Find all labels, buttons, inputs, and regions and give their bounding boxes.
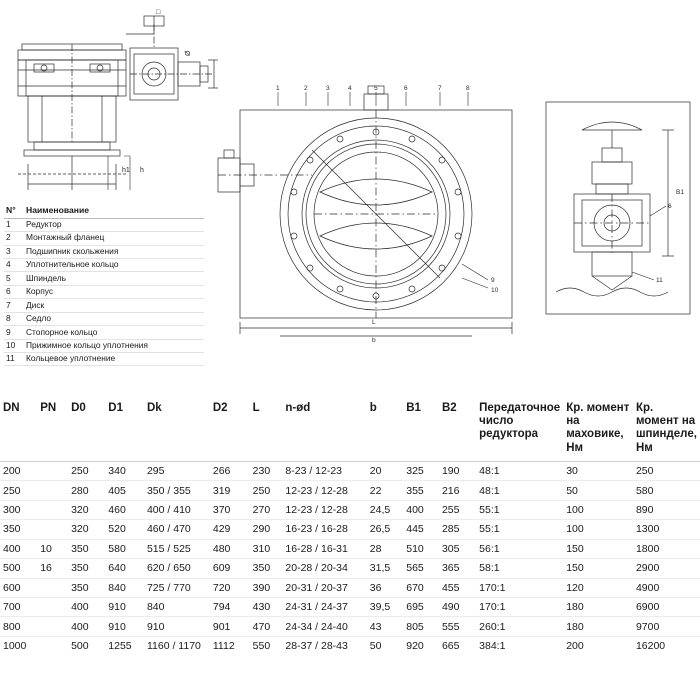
cell-pn [37, 636, 68, 655]
cell-dk: 910 [144, 617, 210, 636]
legend-name: Редуктор [24, 218, 204, 231]
col-b2: B2 [439, 398, 476, 461]
svg-text:7: 7 [438, 85, 442, 92]
legend-name: Диск [24, 299, 204, 312]
legend-number: 3 [4, 245, 24, 258]
cell-dn: 800 [0, 617, 37, 636]
cell-d1: 460 [105, 500, 144, 519]
specification-table-wrapper [0, 398, 700, 655]
cell-pn [37, 578, 68, 597]
cell-dn: 1000 [3, 640, 27, 652]
col-dk: Dk [144, 398, 210, 461]
cell-torque-stem: 250 [633, 461, 700, 480]
legend-number: 1 [4, 218, 24, 231]
cell-ratio: 384:1 [479, 640, 506, 652]
table-row [0, 636, 700, 655]
cell-ratio: 58:1 [476, 559, 563, 578]
cell-dn: 350 [0, 520, 37, 539]
cell-d2: 319 [210, 481, 250, 500]
legend-col-name: Наименование [24, 205, 204, 218]
cell-torque-handwheel: 100 [563, 520, 633, 539]
cell-b: 43 [367, 617, 403, 636]
cell-d0: 320 [68, 520, 105, 539]
cell-dn: 300 [0, 500, 37, 519]
cell-ratio: 56:1 [476, 539, 563, 558]
cell-dk: 460 / 470 [144, 520, 210, 539]
list-item [4, 299, 204, 312]
cell-d2: 720 [210, 578, 250, 597]
cell-l: 550 [252, 640, 271, 652]
cell-dn: 400 [0, 539, 37, 558]
cell-ratio: 55:1 [476, 520, 563, 539]
cell-dk: 840 [144, 597, 210, 616]
cell-pn [37, 617, 68, 636]
cell-pn [37, 520, 68, 539]
cell-l: 430 [250, 597, 283, 616]
cell-torque-handwheel: 180 [563, 617, 633, 636]
list-item [4, 312, 204, 325]
cell-dn: 700 [0, 597, 37, 616]
legend-name: Монтажный фланец [24, 232, 204, 245]
dim-label-right: Ø [185, 50, 192, 56]
legend-col-number: N° [4, 205, 24, 218]
table-row [0, 597, 700, 616]
cell-dk: 620 / 650 [144, 559, 210, 578]
cell-nod: 12-23 / 12-28 [282, 481, 366, 500]
cell-b: 36 [367, 578, 403, 597]
cell-d2: 901 [210, 617, 250, 636]
cell-torque-stem: 2900 [633, 559, 700, 578]
cell-l: 230 [250, 461, 283, 480]
table-row [0, 617, 700, 636]
cell-d1: 340 [105, 461, 144, 480]
legend-number: 10 [4, 339, 24, 352]
cell-dn: 600 [0, 578, 37, 597]
cell-torque-stem: 580 [633, 481, 700, 500]
cell-ratio: 55:1 [476, 500, 563, 519]
cell-l: 250 [250, 481, 283, 500]
cell-b1: 670 [403, 578, 439, 597]
cell-torque-stem: 890 [633, 500, 700, 519]
cell-nod: 12-23 / 12-28 [282, 500, 366, 519]
svg-text:3: 3 [326, 85, 330, 92]
list-item [4, 232, 204, 245]
svg-text:11: 11 [656, 277, 663, 284]
col-d2: D2 [210, 398, 250, 461]
dim-label-h1: h1 [122, 167, 130, 174]
cell-b2: 305 [439, 539, 476, 558]
cell-l: 470 [250, 617, 283, 636]
svg-text:9: 9 [491, 277, 495, 284]
cell-nod: 28-37 / 28-43 [285, 640, 348, 652]
table-row [0, 500, 700, 519]
cell-d2: 609 [210, 559, 250, 578]
cell-pn: 10 [37, 539, 68, 558]
cell-ratio: 48:1 [476, 481, 563, 500]
cell-torque-handwheel: 120 [563, 578, 633, 597]
svg-text:b: b [372, 337, 376, 344]
cell-dn: 500 [0, 559, 37, 578]
legend-name: Подшипник скольжения [24, 245, 204, 258]
dim-label-h: h [140, 167, 144, 174]
cell-b: 31,5 [367, 559, 403, 578]
cell-l: 350 [250, 559, 283, 578]
parts-legend-table [4, 205, 204, 366]
svg-text:5: 5 [374, 85, 378, 92]
cell-d1: 580 [105, 539, 144, 558]
cell-pn: 16 [37, 559, 68, 578]
cell-torque-stem: 6900 [633, 597, 700, 616]
svg-text:6: 6 [668, 203, 672, 210]
cell-ratio: 48:1 [476, 461, 563, 480]
svg-text:10: 10 [491, 287, 499, 294]
cell-b2: 216 [439, 481, 476, 500]
cell-l: 390 [250, 578, 283, 597]
cell-dk: 350 / 355 [144, 481, 210, 500]
cell-b1: 920 [406, 640, 424, 652]
legend-name: Корпус [24, 285, 204, 298]
col-l: L [250, 398, 283, 461]
cell-d1: 640 [105, 559, 144, 578]
cell-b1: 355 [403, 481, 439, 500]
cell-dk: 725 / 770 [144, 578, 210, 597]
cell-torque-handwheel: 100 [563, 500, 633, 519]
list-item [4, 245, 204, 258]
parts-legend-header-row [4, 205, 204, 218]
table-row [0, 481, 700, 500]
cell-l: 310 [250, 539, 283, 558]
drawing-valve-front-view [216, 85, 536, 344]
legend-number: 2 [4, 232, 24, 245]
cell-dk: 295 [144, 461, 210, 480]
cell-dk: 515 / 525 [144, 539, 210, 558]
svg-text:L: L [372, 319, 376, 326]
cell-dk: 400 / 410 [144, 500, 210, 519]
cell-torque-handwheel: 30 [563, 461, 633, 480]
cell-torque-handwheel: 200 [566, 640, 584, 652]
cell-b1: 400 [403, 500, 439, 519]
cell-nod: 20-31 / 20-37 [282, 578, 366, 597]
svg-text:1: 1 [276, 85, 280, 92]
cell-b1: 510 [403, 539, 439, 558]
legend-number: 8 [4, 312, 24, 325]
cell-b2: 455 [439, 578, 476, 597]
legend-name: Шпиндель [24, 272, 204, 285]
list-item [4, 218, 204, 231]
col-nod: n-ød [282, 398, 366, 461]
col-dn: DN [0, 398, 37, 461]
cell-nod: 16-23 / 16-28 [282, 520, 366, 539]
svg-text:4: 4 [348, 85, 352, 92]
spec-header-row [0, 398, 700, 461]
legend-number: 9 [4, 326, 24, 339]
cell-nod: 24-31 / 24-37 [282, 597, 366, 616]
cell-b2: 190 [439, 461, 476, 480]
table-row [0, 578, 700, 597]
cell-torque-handwheel: 150 [563, 559, 633, 578]
cell-d2: 480 [210, 539, 250, 558]
legend-name: Уплотнительное кольцо [24, 258, 204, 271]
cell-d2: 370 [210, 500, 250, 519]
cell-dn: 250 [0, 481, 37, 500]
cell-b2: 285 [439, 520, 476, 539]
cell-d0: 320 [68, 500, 105, 519]
cell-l: 270 [250, 500, 283, 519]
cell-torque-handwheel: 180 [563, 597, 633, 616]
table-row [0, 559, 700, 578]
legend-name: Седло [24, 312, 204, 325]
cell-b: 22 [367, 481, 403, 500]
list-item [4, 339, 204, 352]
cell-ratio: 170:1 [476, 578, 563, 597]
cell-d0: 250 [68, 461, 105, 480]
cell-d2: 794 [210, 597, 250, 616]
cell-torque-stem: 16200 [635, 640, 666, 652]
cell-d1: 1255 [108, 640, 132, 652]
cell-b1: 565 [403, 559, 439, 578]
cell-b2: 365 [439, 559, 476, 578]
legend-name: Прижимное кольцо уплотнения [24, 339, 204, 352]
table-row [0, 539, 700, 558]
specification-table [0, 398, 700, 655]
list-item [4, 326, 204, 339]
cell-b: 28 [367, 539, 403, 558]
list-item [4, 258, 204, 271]
col-d0: D0 [68, 398, 105, 461]
cell-d2: 429 [210, 520, 250, 539]
cell-nod: 24-34 / 24-40 [282, 617, 366, 636]
col-stem-torque: Кр. момент на шпинделе, Нм [633, 398, 700, 461]
cell-d1: 910 [105, 617, 144, 636]
dim-label-top: □ [156, 9, 161, 16]
cell-b2: 665 [441, 640, 460, 652]
cell-pn [37, 597, 68, 616]
cell-b1: 805 [403, 617, 439, 636]
svg-text:2: 2 [304, 85, 308, 92]
cell-nod: 8-23 / 12-23 [282, 461, 366, 480]
cell-b2: 490 [439, 597, 476, 616]
cell-b2: 255 [439, 500, 476, 519]
cell-ratio: 260:1 [476, 617, 563, 636]
table-row [0, 520, 700, 539]
cell-b2: 555 [439, 617, 476, 636]
cell-b: 39,5 [367, 597, 403, 616]
drawing-valve-section-view [540, 96, 696, 326]
cell-b1: 445 [403, 520, 439, 539]
cell-d0: 400 [68, 597, 105, 616]
cell-torque-stem: 9700 [633, 617, 700, 636]
cell-torque-stem: 4900 [633, 578, 700, 597]
col-b: b [367, 398, 403, 461]
cell-b: 20 [367, 461, 403, 480]
cell-nod: 16-28 / 16-31 [282, 539, 366, 558]
list-item [4, 285, 204, 298]
table-row [0, 461, 700, 480]
cell-b: 50 [369, 640, 382, 652]
cell-ratio: 170:1 [476, 597, 563, 616]
cell-b1: 325 [403, 461, 439, 480]
cell-d1: 910 [105, 597, 144, 616]
legend-name: Стопорное кольцо [24, 326, 204, 339]
legend-number: 7 [4, 299, 24, 312]
col-pn: PN [37, 398, 68, 461]
cell-d0: 280 [68, 481, 105, 500]
cell-b1: 695 [403, 597, 439, 616]
svg-text:8: 8 [466, 85, 470, 92]
legend-number: 6 [4, 285, 24, 298]
cell-b: 24,5 [367, 500, 403, 519]
cell-torque-stem: 1800 [633, 539, 700, 558]
svg-text:B1: B1 [676, 189, 684, 196]
cell-b: 26,5 [367, 520, 403, 539]
cell-torque-handwheel: 150 [563, 539, 633, 558]
cell-d2: 266 [210, 461, 250, 480]
list-item [4, 353, 204, 366]
cell-pn [37, 461, 68, 480]
cell-dn: 200 [0, 461, 37, 480]
cell-d0: 500 [71, 640, 89, 652]
legend-name: Кольцевое уплотнение [24, 353, 204, 366]
cell-l: 290 [250, 520, 283, 539]
legend-number: 5 [4, 272, 24, 285]
legend-number: 11 [4, 353, 24, 366]
drawing-actuator-assembly [4, 4, 222, 199]
cell-d1: 840 [105, 578, 144, 597]
col-gear-ratio: Передаточное число редуктора [476, 398, 563, 461]
cell-d2: 1112 [212, 640, 235, 652]
svg-text:6: 6 [404, 85, 408, 92]
list-item [4, 272, 204, 285]
cell-d0: 350 [68, 559, 105, 578]
cell-d0: 350 [68, 578, 105, 597]
col-b1: B1 [403, 398, 439, 461]
cell-d1: 520 [105, 520, 144, 539]
cell-d1: 405 [105, 481, 144, 500]
parts-legend [4, 205, 204, 366]
legend-number: 4 [4, 258, 24, 271]
col-handwheel-torque: Кр. момент на маховике, Нм [563, 398, 633, 461]
cell-torque-stem: 1300 [633, 520, 700, 539]
col-d1: D1 [105, 398, 144, 461]
cell-pn [37, 500, 68, 519]
cell-torque-handwheel: 50 [563, 481, 633, 500]
cell-pn [37, 481, 68, 500]
cell-d0: 400 [68, 617, 105, 636]
cell-nod: 20-28 / 20-34 [282, 559, 366, 578]
cell-dk: 1160 / 1170 [146, 640, 201, 652]
cell-d0: 350 [68, 539, 105, 558]
